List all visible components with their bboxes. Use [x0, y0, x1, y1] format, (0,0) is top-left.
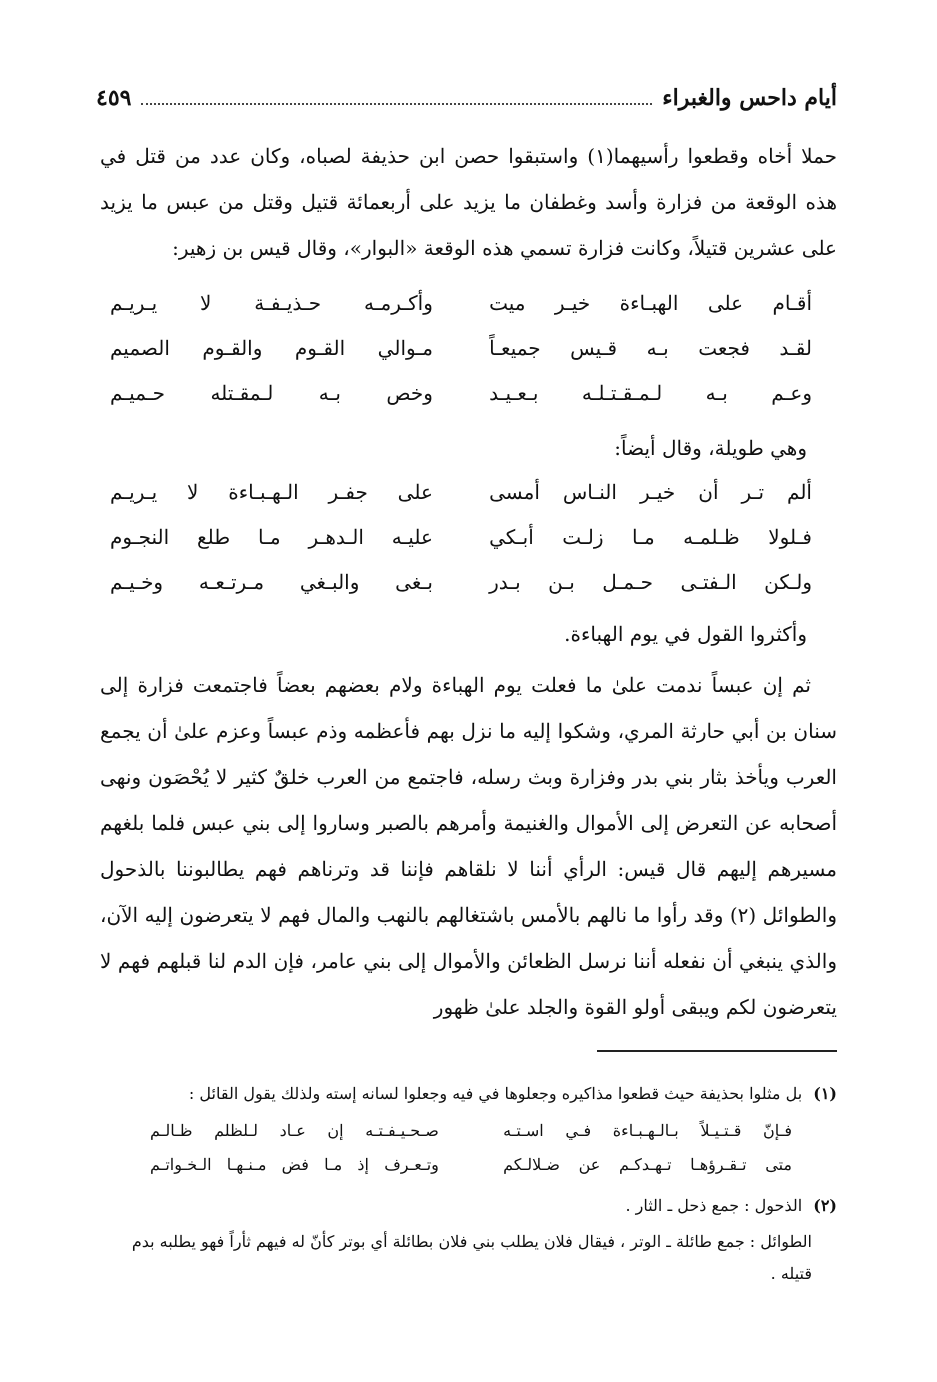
footnote-2-continuation: الطوائل : جمع طائلة ـ الوتر ، فيقال فلان يطلب بني فلان بطائلة أي بوتر كأنّ له فيهم ثأراً فهو يطلبه بدم قتيله . — [131, 1232, 812, 1283]
verse-first-hemistich: متى تـقـرؤهـا تـهـدكـم عن ضـلالـكم — [503, 1154, 792, 1174]
verse-first-hemistich: فـإنّ قـتـيـلاً بـالـهـبـاءة فـي اسـتـه — [503, 1120, 792, 1140]
body-paragraph-2: ثم إن عبساً ندمت علىٰ ما فعلت يوم الهباءة ولام بعضهم بعضاً فاجتمعت فزارة إلى سنان بن أبي حارثة المري، وشكوا إليه ما نزل بهم فأعظمه وذم عبساً وعزم علىٰ أن يجمع العرب ويأخذ بثار بني بدر وفزارة وبث رسله، فاجتمع من العرب خلقٌ كثير لا يُحْصَون ونهى أصحابه عن التعرض إلى الأموال والغنيمة وأمرهم بالصبر وساروا إلى بني عبس فلما بلغهم مسيرهم إليهم قال قيس: الرأي أننا لا نلقاهم فإننا قد وترناهم فهم يطالبوننا بالذحول والطوائل (٢) وقد رأوا ما نالهم بالأمس باشتغالهم بالنهب والمال فهم لا يتعرضون إليه الآن، والذي ينبغي أن نفعله أننا نرسل الظعائن والأموال إلى بني عامر، فإن الدم لنا قبلهم فهم لا يتعرضون لكم ويبقى أولو القوة والجلد علىٰ ظهور — [100, 673, 838, 1019]
footnote-verse — [150, 1148, 792, 1180]
page-number: ٤٥٩ — [96, 85, 132, 111]
footnote-separator — [597, 1050, 837, 1052]
footnote-text: بل مثلوا بحذيفة حيث قطعوا مذاكيره وجعلوها في فيه وجعلوا لسانه إسته ولذلك يقول القائل : — [188, 1084, 803, 1103]
poem-1-verse — [110, 281, 812, 325]
verse-first-hemistich: فـلولا ظـلمـه مـا زلـت أبـكي — [489, 525, 812, 549]
poem-2-verse — [110, 515, 812, 559]
footnote-marker: (٢) — [813, 1196, 837, 1215]
poem-2-verse — [110, 470, 812, 514]
verse-second-hemistich: وأكـرمـه حـذيـفـة لا يـريـم — [110, 291, 433, 315]
poem-2-verse — [110, 560, 812, 604]
poem-note: وأكثروا القول في يوم الهباءة. — [564, 622, 807, 646]
leader-dots — [141, 91, 652, 105]
verse-first-hemistich: لقـد فجعت بـه قـيس جميعـاً — [489, 336, 812, 360]
footnote-verse — [150, 1114, 792, 1146]
verse-second-hemistich: صـحـيـفـتـه إن عـاد لـلظلم ظـالـم — [150, 1120, 439, 1140]
running-title: أيام داحس والغبراء — [662, 85, 837, 111]
footnote-2 — [100, 1190, 837, 1222]
verse-second-hemistich: على جفـر الـهـبـاءة لا يـريـم — [110, 480, 433, 504]
poem-1-verse — [110, 326, 812, 370]
verse-first-hemistich: أقـام على الهبـاءة خيـر ميت — [489, 291, 812, 315]
verse-second-hemistich: وخص بـه لـمقـتله حـميـم — [110, 381, 433, 405]
verse-second-hemistich: وتـعـرف إذ مـا فض مـنـهـا الـخـواتـم — [150, 1154, 439, 1174]
poem-note: وهي طويلة، وقال أيضاً: — [614, 436, 807, 460]
verse-second-hemistich: عليـه الـدهـر مـا طلع النجـوم — [110, 525, 433, 549]
verse-first-hemistich: ولـكن الـفتـى حـمـل بـن بـدر — [489, 570, 812, 594]
verse-second-hemistich: بـغى والبـغي مـرتـعـه وخـيـم — [110, 570, 433, 594]
verse-first-hemistich: وعـم بـه لـمـقـتـلـه بـعـيـد — [489, 381, 812, 405]
footnote-marker: (١) — [813, 1084, 837, 1103]
poem-1-verse — [110, 371, 812, 415]
body-paragraph-1: حملا أخاه وقطعوا رأسيهما(١) واستبقوا حصن ابن حذيفة لصباه، وكان عدد من قتل في هذه الوقعة من فزارة وأسد وغطفان ما يزيد على أربعمائة قتيل وقتل من عبس ما يزيد على عشرين قتيلاً، وكانت فزارة تسمي هذه الوقعة «البوار»، وقال قيس بن زهير: — [100, 144, 837, 260]
footnote-text: الذحول : جمع ذحل ـ الثار . — [625, 1196, 803, 1215]
footnote-1 — [100, 1078, 837, 1110]
verse-second-hemistich: مـوالي القـوم والقـوم الصميم — [110, 336, 433, 360]
verse-first-hemistich: ألم تـر أن خيـر النـاس أمسى — [489, 480, 812, 504]
running-header — [96, 78, 837, 118]
